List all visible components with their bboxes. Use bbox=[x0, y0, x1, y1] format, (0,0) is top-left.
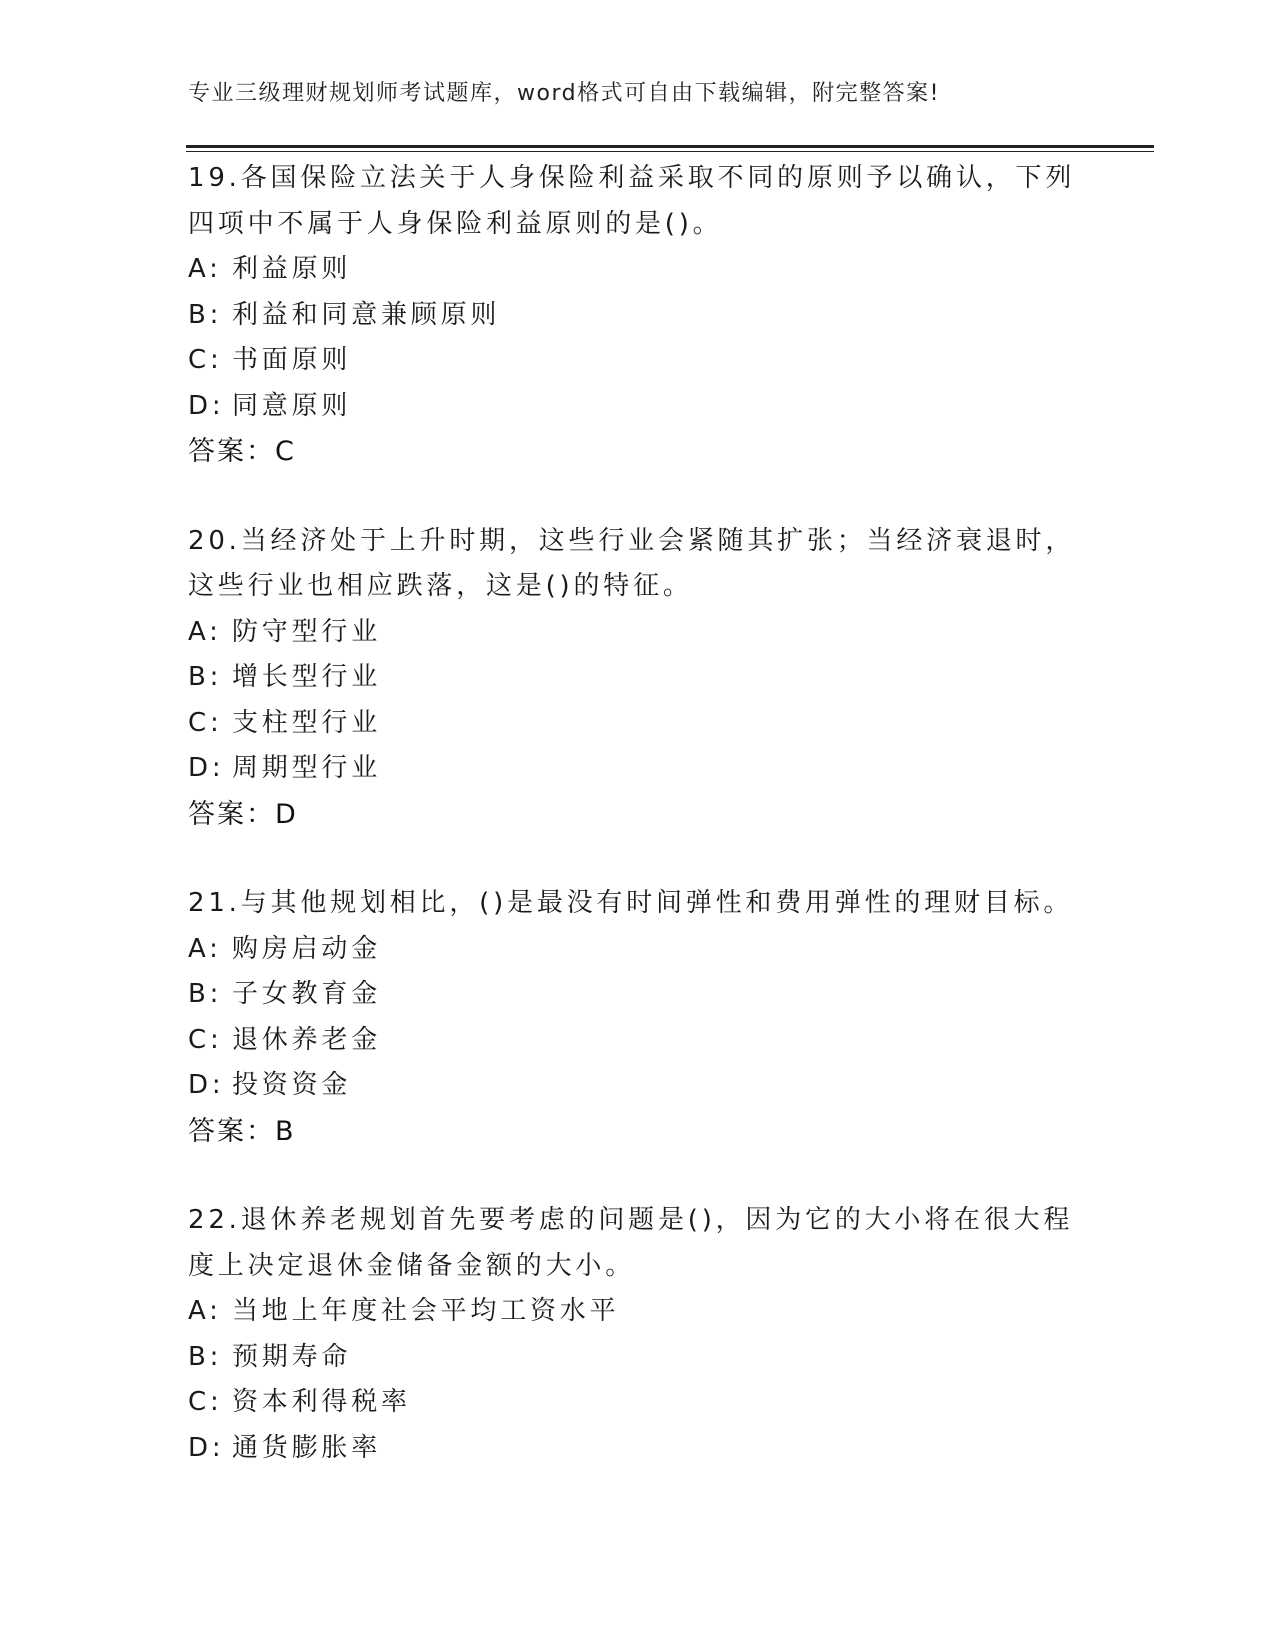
option-c bbox=[188, 701, 1088, 747]
option-text: 购房启动金 bbox=[232, 933, 382, 964]
answer-line: 答案：D bbox=[188, 798, 298, 830]
option-text: 支柱型行业 bbox=[232, 707, 382, 738]
option-b bbox=[188, 972, 1088, 1018]
answer-line: 答案：C bbox=[188, 436, 296, 467]
option-letter: D: bbox=[188, 390, 225, 421]
question-list bbox=[188, 156, 1088, 1515]
option-text: 通货膨胀率 bbox=[232, 1432, 382, 1463]
option-a bbox=[188, 1289, 1088, 1335]
option-a bbox=[188, 610, 1088, 656]
option-text: 当地上年度社会平均工资水平 bbox=[232, 1296, 620, 1326]
option-b bbox=[188, 655, 1088, 701]
option-b bbox=[188, 1335, 1088, 1381]
option-d bbox=[188, 1426, 1088, 1472]
option-text: 投资资金 bbox=[232, 1070, 352, 1100]
option-text: 利益和同意兼顾原则 bbox=[232, 299, 501, 330]
page-header-title: 专业三级理财规划师考试题库，word格式可自由下载编辑，附完整答案! bbox=[188, 81, 940, 106]
option-text: 增长型行业 bbox=[232, 662, 382, 692]
option-letter: B: bbox=[188, 299, 223, 330]
option-c bbox=[188, 338, 1088, 384]
option-letter: C: bbox=[188, 707, 223, 738]
option-letter: C: bbox=[188, 1024, 223, 1055]
option-letter: A: bbox=[188, 616, 222, 647]
option-text: 预期寿命 bbox=[232, 1341, 352, 1372]
option-text: 防守型行业 bbox=[232, 616, 382, 647]
option-letter: B: bbox=[188, 662, 223, 692]
option-c bbox=[188, 1018, 1088, 1064]
option-letter: D: bbox=[188, 1432, 225, 1463]
option-c bbox=[188, 1380, 1088, 1426]
option-text: 周期型行业 bbox=[232, 753, 382, 783]
option-text: 利益原则 bbox=[232, 254, 352, 284]
header-divider-thin bbox=[186, 151, 1154, 152]
question-19 bbox=[188, 156, 1088, 475]
option-text: 资本利得税率 bbox=[232, 1387, 411, 1417]
question-21 bbox=[188, 881, 1088, 1154]
option-letter: B: bbox=[188, 1341, 223, 1372]
question-22 bbox=[188, 1198, 1088, 1471]
option-d bbox=[188, 1063, 1088, 1109]
option-text: 子女教育金 bbox=[232, 979, 382, 1009]
option-letter: A: bbox=[188, 254, 222, 284]
option-text: 书面原则 bbox=[232, 345, 352, 375]
option-letter: D: bbox=[188, 753, 225, 783]
option-letter: A: bbox=[188, 1296, 222, 1326]
question-20 bbox=[188, 519, 1088, 838]
option-letter: D: bbox=[188, 1070, 225, 1100]
option-text: 同意原则 bbox=[232, 390, 352, 421]
option-letter: B: bbox=[188, 979, 223, 1009]
option-letter: C: bbox=[188, 345, 223, 375]
question-stem: 21.与其他规划相比，()是最没有时间弹性和费用弹性的理财目标。 bbox=[188, 888, 1074, 918]
question-stem: 22.退休养老规划首先要考虑的问题是()，因为它的大小将在很大程度上决定退休金储备金额的大小。 bbox=[188, 1205, 1074, 1281]
option-d bbox=[188, 746, 1088, 792]
option-text: 退休养老金 bbox=[232, 1024, 382, 1055]
option-d bbox=[188, 384, 1088, 430]
option-b bbox=[188, 293, 1088, 339]
question-stem: 20.当经济处于上升时期，这些行业会紧随其扩张；当经济衰退时，这些行业也相应跌落，这是()的特征。 bbox=[188, 525, 1076, 601]
option-letter: C: bbox=[188, 1387, 223, 1417]
question-stem: 19.各国保险立法关于人身保险利益采取不同的原则予以确认，下列四项中不属于人身保险利益原则的是()。 bbox=[188, 163, 1076, 239]
option-a bbox=[188, 247, 1088, 293]
header-divider-thick bbox=[186, 145, 1154, 148]
answer-line: 答案：B bbox=[188, 1115, 296, 1147]
option-letter: A: bbox=[188, 933, 222, 964]
option-a bbox=[188, 927, 1088, 973]
